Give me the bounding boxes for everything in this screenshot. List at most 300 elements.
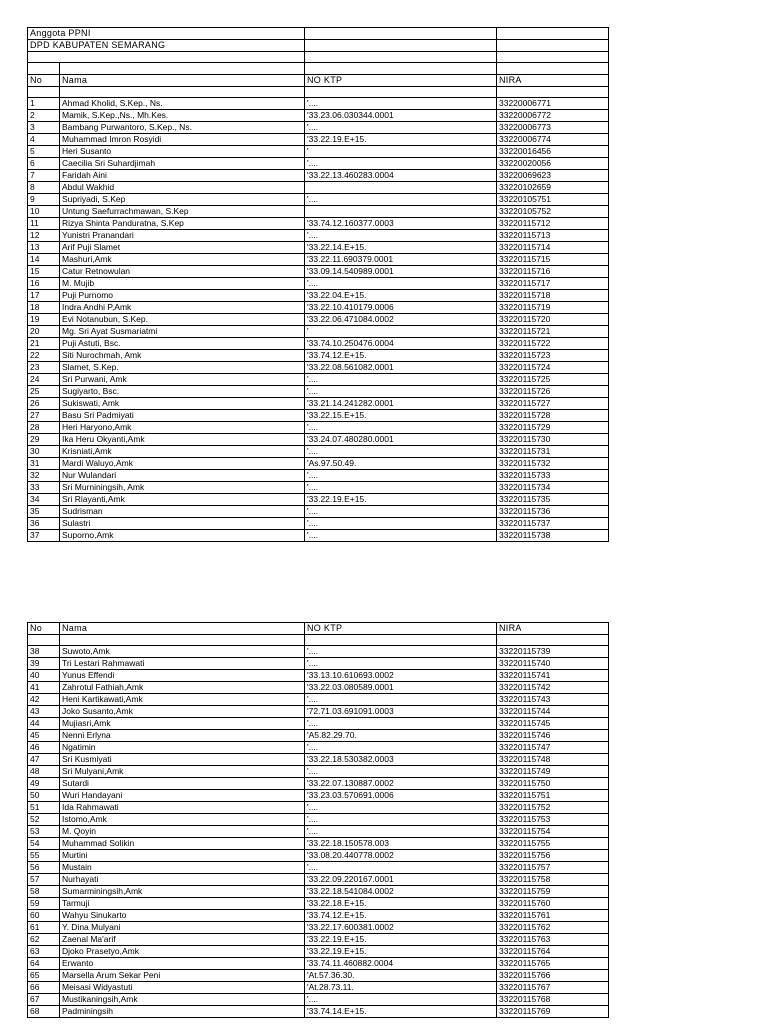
cell-no[interactable]: 29 <box>28 434 60 446</box>
cell-ktp[interactable]: ' <box>305 326 497 338</box>
cell-ktp[interactable]: '33.74.12.E+15. <box>305 910 497 922</box>
cell-nama[interactable]: Muhammad Solikin <box>60 838 305 850</box>
cell-nama[interactable]: Arif Puji Slamet <box>60 242 305 254</box>
cell-ktp[interactable]: '33.21.14.241282.0001 <box>305 398 497 410</box>
cell-nama[interactable]: Djoko Prasetyo,Amk <box>60 946 305 958</box>
cell-nira[interactable]: 33220115729 <box>497 422 609 434</box>
cell-ktp[interactable]: '.... <box>305 694 497 706</box>
cell-ktp[interactable]: '33.22.19.E+15. <box>305 494 497 506</box>
cell-ktp[interactable]: '33.22.15.E+15. <box>305 410 497 422</box>
cell-no[interactable]: 56 <box>28 862 60 874</box>
cell-nira[interactable]: 33220006772 <box>497 110 609 122</box>
cell-nira[interactable]: 33220115754 <box>497 826 609 838</box>
cell-nira[interactable]: 33220115755 <box>497 838 609 850</box>
cell-nama[interactable]: Abdul Wakhid <box>60 182 305 194</box>
cell-no[interactable]: 7 <box>28 170 60 182</box>
cell-no[interactable]: 42 <box>28 694 60 706</box>
cell-nama[interactable]: Mustain <box>60 862 305 874</box>
cell-ktp[interactable]: '.... <box>305 230 497 242</box>
cell-nira[interactable]: 33220115767 <box>497 982 609 994</box>
cell-no[interactable]: 13 <box>28 242 60 254</box>
cell-nama[interactable]: Wahyu Sinukarto <box>60 910 305 922</box>
cell-ktp[interactable]: '33.22.17.600381.0002 <box>305 922 497 934</box>
cell-no[interactable]: 12 <box>28 230 60 242</box>
header-ktp[interactable]: NO KTP <box>305 74 497 86</box>
cell-nama[interactable]: Sulastri <box>60 518 305 530</box>
cell-nira[interactable]: 33220115756 <box>497 850 609 862</box>
cell-nira[interactable]: 33220115752 <box>497 802 609 814</box>
cell-ktp[interactable]: '.... <box>305 194 497 206</box>
cell-ktp[interactable]: '.... <box>305 470 497 482</box>
cell-nama[interactable]: Untung Saefurrachmawan, S.Kep <box>60 206 305 218</box>
cell-ktp[interactable]: '.... <box>305 158 497 170</box>
table-row <box>28 350 609 362</box>
cell-nama[interactable]: M. Qoyin <box>60 826 305 838</box>
cell-no[interactable]: 24 <box>28 374 60 386</box>
cell-nama[interactable]: M. Mujib <box>60 278 305 290</box>
cell-nama[interactable]: Yunistri Pranandari <box>60 230 305 242</box>
cell-no[interactable]: 53 <box>28 826 60 838</box>
cell-nama[interactable]: Zaenal Ma'arif <box>60 934 305 946</box>
cell-ktp[interactable]: '33.22.18.541084.0002 <box>305 886 497 898</box>
cell-ktp[interactable]: '33.22.18.E+15. <box>305 898 497 910</box>
cell-nira[interactable]: 33220115719 <box>497 302 609 314</box>
cell-no[interactable]: 26 <box>28 398 60 410</box>
cell-nira[interactable]: 33220115761 <box>497 910 609 922</box>
cell-nama[interactable]: Joko Susanto,Amk <box>60 706 305 718</box>
cell-ktp[interactable]: 'A5.82.29.70. <box>305 730 497 742</box>
cell-nira[interactable]: 33220115739 <box>497 646 609 658</box>
cell-nama[interactable]: Ika Heru Okyanti,Amk <box>60 434 305 446</box>
cell-nama[interactable]: Heri Susanto <box>60 146 305 158</box>
table-row <box>28 682 609 694</box>
cell-ktp[interactable]: '33.74.12.E+15. <box>305 350 497 362</box>
cell-nira[interactable]: 33220115726 <box>497 386 609 398</box>
cell-nira[interactable]: 33220115730 <box>497 434 609 446</box>
cell-nama[interactable]: Padminingsih <box>60 1006 305 1018</box>
cell-nama[interactable]: Heni Kartikawati,Amk <box>60 694 305 706</box>
cell-no[interactable]: 20 <box>28 326 60 338</box>
table-row <box>28 670 609 682</box>
table-row <box>28 254 609 266</box>
cell-nira[interactable]: 33220115712 <box>497 218 609 230</box>
cell-no[interactable]: 39 <box>28 658 60 670</box>
cell-nira[interactable]: 33220115764 <box>497 946 609 958</box>
cell-no[interactable]: 27 <box>28 410 60 422</box>
cell-ktp[interactable]: '33.23.06.030344.0001 <box>305 110 497 122</box>
table-row <box>28 778 609 790</box>
cell-nama[interactable]: Nur Wulandari <box>60 470 305 482</box>
cell-nama[interactable]: Sukiswati, Amk <box>60 398 305 410</box>
cell-nira[interactable]: 33220115751 <box>497 790 609 802</box>
cell-no[interactable]: 21 <box>28 338 60 350</box>
cell-ktp[interactable]: '.... <box>305 802 497 814</box>
cell-nama[interactable]: Istomo,Amk <box>60 814 305 826</box>
cell-ktp[interactable]: '33.22.19.E+15. <box>305 134 497 146</box>
cell-nira[interactable]: 33220115731 <box>497 446 609 458</box>
member-table-2 <box>27 622 609 1018</box>
cell-nira[interactable]: 33220115768 <box>497 994 609 1006</box>
cell-nama[interactable]: Tri Lestari Rahmawati <box>60 658 305 670</box>
cell-nama[interactable]: Mustikaningsih,Amk <box>60 994 305 1006</box>
cell-no[interactable]: 46 <box>28 742 60 754</box>
cell-nira[interactable]: 33220115748 <box>497 754 609 766</box>
cell-ktp[interactable]: '33.13.10.610693.0002 <box>305 670 497 682</box>
cell-no[interactable]: 57 <box>28 874 60 886</box>
cell-ktp[interactable]: '33.22.11.690379.0001 <box>305 254 497 266</box>
cell-ktp[interactable]: '.... <box>305 446 497 458</box>
cell-no[interactable]: 5 <box>28 146 60 158</box>
cell-nira[interactable]: 33220115745 <box>497 718 609 730</box>
cell-nira[interactable]: 33220115732 <box>497 458 609 470</box>
cell-ktp[interactable]: '33.74.14.E+15. <box>305 1006 497 1018</box>
cell-nira[interactable]: 33220020056 <box>497 158 609 170</box>
cell-ktp[interactable]: '.... <box>305 278 497 290</box>
cell-nira[interactable]: 33220115725 <box>497 374 609 386</box>
cell-no[interactable]: 3 <box>28 122 60 134</box>
header-nama[interactable]: Nama <box>60 623 305 635</box>
cell-no[interactable]: 52 <box>28 814 60 826</box>
cell-nira[interactable]: 33220115753 <box>497 814 609 826</box>
cell-nama[interactable]: Sutardi <box>60 778 305 790</box>
cell-nira[interactable]: 33220115716 <box>497 266 609 278</box>
cell-ktp[interactable]: '33.22.18.530382.0003 <box>305 754 497 766</box>
cell-no[interactable]: 9 <box>28 194 60 206</box>
header-nama[interactable]: Nama <box>60 74 305 86</box>
cell-no[interactable]: 61 <box>28 922 60 934</box>
cell-ktp[interactable]: '33.22.10.410179.0006 <box>305 302 497 314</box>
cell-no[interactable]: 10 <box>28 206 60 218</box>
cell-nama[interactable]: Caecilia Sri Suhardjimah <box>60 158 305 170</box>
cell-nira[interactable]: 33220115722 <box>497 338 609 350</box>
cell-no[interactable]: 8 <box>28 182 60 194</box>
cell-nama[interactable]: Marsella Arum Sekar Peni <box>60 970 305 982</box>
cell-nama[interactable]: Puji Astuti, Bsc. <box>60 338 305 350</box>
cell-nama[interactable]: Mardi Waluyo,Amk <box>60 458 305 470</box>
cell-nama[interactable]: Krisniati,Amk <box>60 446 305 458</box>
cell-no[interactable]: 19 <box>28 314 60 326</box>
cell-no[interactable]: 44 <box>28 718 60 730</box>
cell-ktp[interactable]: '.... <box>305 814 497 826</box>
cell-ktp[interactable]: 'At.28.73.11. <box>305 982 497 994</box>
cell-ktp[interactable]: '.... <box>305 994 497 1006</box>
cell-nira[interactable]: 33220115769 <box>497 1006 609 1018</box>
cell-no[interactable]: 16 <box>28 278 60 290</box>
cell-no[interactable]: 34 <box>28 494 60 506</box>
cell-nira[interactable]: 33220115746 <box>497 730 609 742</box>
cell-nira[interactable]: 33220115743 <box>497 694 609 706</box>
cell-no[interactable]: 40 <box>28 670 60 682</box>
cell-nama[interactable]: Mamik, S.Kep.,Ns., Mh.Kes. <box>60 110 305 122</box>
cell-ktp[interactable]: '33.74.12.160377.0003 <box>305 218 497 230</box>
cell-no[interactable]: 33 <box>28 482 60 494</box>
cell-nama[interactable]: Heri Haryono,Amk <box>60 422 305 434</box>
cell-no[interactable]: 22 <box>28 350 60 362</box>
cell-nira[interactable]: 33220115738 <box>497 530 609 542</box>
cell-ktp[interactable]: '.... <box>305 718 497 730</box>
cell-ktp[interactable]: '.... <box>305 658 497 670</box>
cell-ktp[interactable]: '33.22.09.220167.0001 <box>305 874 497 886</box>
cell-nira[interactable]: 33220115718 <box>497 290 609 302</box>
cell-nira[interactable]: 33220115741 <box>497 670 609 682</box>
cell-ktp[interactable]: '.... <box>305 530 497 542</box>
cell-nira[interactable]: 33220006773 <box>497 122 609 134</box>
cell-no[interactable]: 45 <box>28 730 60 742</box>
cell-ktp[interactable]: '.... <box>305 766 497 778</box>
table-row <box>28 194 609 206</box>
cell-nama[interactable]: Ngatimin <box>60 742 305 754</box>
header-nira[interactable]: NIRA <box>497 74 609 86</box>
cell-nira[interactable]: 33220115744 <box>497 706 609 718</box>
cell-nama[interactable]: Sri Riayanti,Amk <box>60 494 305 506</box>
cell-nama[interactable]: Murtini <box>60 850 305 862</box>
cell-nama[interactable]: Supriyadi, S.Kep <box>60 194 305 206</box>
cell-nira[interactable]: 33220115766 <box>497 970 609 982</box>
cell-nama[interactable]: Mashuri,Amk <box>60 254 305 266</box>
cell-nama[interactable]: Erwanto <box>60 958 305 970</box>
cell-ktp[interactable] <box>305 182 497 194</box>
cell-nama[interactable]: Zahrotul Fathiah,Amk <box>60 682 305 694</box>
cell-nira[interactable]: 33220115736 <box>497 506 609 518</box>
cell-ktp[interactable]: '33.74.11.460882.0004 <box>305 958 497 970</box>
cell-nama[interactable]: Sri Murniningsih, Amk <box>60 482 305 494</box>
cell-nira[interactable]: 33220115740 <box>497 658 609 670</box>
cell-nira[interactable]: 33220115760 <box>497 898 609 910</box>
cell-nira[interactable]: 33220115715 <box>497 254 609 266</box>
cell-nama[interactable]: Sugiyarto, Bsc. <box>60 386 305 398</box>
cell-nira[interactable]: 33220115757 <box>497 862 609 874</box>
table-row <box>28 874 609 886</box>
cell-nama[interactable]: Sumarminingsih,Amk <box>60 886 305 898</box>
cell-nama[interactable]: Mujiasri,Amk <box>60 718 305 730</box>
cell-ktp[interactable] <box>305 206 497 218</box>
cell-no[interactable]: 48 <box>28 766 60 778</box>
cell-nira[interactable]: 33220115758 <box>497 874 609 886</box>
cell-ktp[interactable]: '33.22.19.E+15. <box>305 934 497 946</box>
cell-ktp[interactable]: '33.22.19.E+15. <box>305 946 497 958</box>
cell-nama[interactable]: Meisasi Widyastuti <box>60 982 305 994</box>
cell-no[interactable]: 15 <box>28 266 60 278</box>
cell-nira[interactable]: 33220006771 <box>497 98 609 110</box>
cell-no[interactable]: 54 <box>28 838 60 850</box>
cell-nama[interactable]: Sri Mulyani,Amk <box>60 766 305 778</box>
cell-nira[interactable]: 33220105751 <box>497 194 609 206</box>
cell-no[interactable]: 65 <box>28 970 60 982</box>
table-row <box>28 482 609 494</box>
cell-no[interactable]: 28 <box>28 422 60 434</box>
cell-nama[interactable]: Puji Purnomo <box>60 290 305 302</box>
cell-nira[interactable]: 33220069623 <box>497 170 609 182</box>
cell-ktp[interactable]: '.... <box>305 506 497 518</box>
cell-ktp[interactable]: '.... <box>305 122 497 134</box>
cell-nira[interactable]: 33220115759 <box>497 886 609 898</box>
cell-ktp[interactable]: 'At.57.36.30. <box>305 970 497 982</box>
cell-nama[interactable]: Catur Retnowulan <box>60 266 305 278</box>
cell-nama[interactable]: Mg. Sri Ayat Susmariatmi <box>60 326 305 338</box>
cell-ktp[interactable]: '33.22.06.471084.0002 <box>305 314 497 326</box>
cell-ktp[interactable]: '33.22.14.E+15. <box>305 242 497 254</box>
cell-ktp[interactable]: '33.22.04.E+15. <box>305 290 497 302</box>
cell-no[interactable]: 23 <box>28 362 60 374</box>
cell-no[interactable]: 11 <box>28 218 60 230</box>
cell-ktp[interactable]: '33.22.07.130887.0002 <box>305 778 497 790</box>
cell-ktp[interactable]: ' <box>305 146 497 158</box>
cell-ktp[interactable]: 'As.97.50.49. <box>305 458 497 470</box>
blank-row <box>28 52 609 63</box>
cell-nira[interactable]: 33220115742 <box>497 682 609 694</box>
cell-no[interactable]: 35 <box>28 506 60 518</box>
cell-nama[interactable]: Bambang Purwantoro, S.Kep., Ns. <box>60 122 305 134</box>
cell-ktp[interactable]: '.... <box>305 422 497 434</box>
cell-ktp[interactable]: '.... <box>305 742 497 754</box>
cell-no[interactable]: 58 <box>28 886 60 898</box>
cell-nira[interactable]: 33220115763 <box>497 934 609 946</box>
cell-no[interactable]: 51 <box>28 802 60 814</box>
cell-nira[interactable]: 33220006774 <box>497 134 609 146</box>
blank-row <box>28 86 609 97</box>
cell-nama[interactable]: Evi Notanubun, S.Kep. <box>60 314 305 326</box>
cell-ktp[interactable]: '.... <box>305 646 497 658</box>
table-row <box>28 374 609 386</box>
cell-nama[interactable]: Nenni Erlyna <box>60 730 305 742</box>
table-row <box>28 898 609 910</box>
cell-nama[interactable]: Suporno,Amk <box>60 530 305 542</box>
sheet-title[interactable]: Anggota PPNI <box>28 28 305 40</box>
cell-nama[interactable]: Rizya Shinta Panduratna, S.Kep <box>60 218 305 230</box>
cell-nira[interactable]: 33220016456 <box>497 146 609 158</box>
cell-no[interactable]: 36 <box>28 518 60 530</box>
header-nira[interactable]: NIRA <box>497 623 609 635</box>
cell-no[interactable]: 66 <box>28 982 60 994</box>
cell-nama[interactable]: Indra Andhi P,Amk <box>60 302 305 314</box>
cell-nama[interactable]: Muhammad Imron Rosyidi <box>60 134 305 146</box>
cell-nira[interactable]: 33220115737 <box>497 518 609 530</box>
cell-no[interactable]: 18 <box>28 302 60 314</box>
cell-ktp[interactable]: '33.22.18.150578.003 <box>305 838 497 850</box>
cell-nama[interactable]: Slamet, S.Kep. <box>60 362 305 374</box>
table-row <box>28 934 609 946</box>
cell-ktp[interactable]: '33.22.13.460283.0004 <box>305 170 497 182</box>
cell-nama[interactable]: Yunus Effendi <box>60 670 305 682</box>
cell-no[interactable]: 47 <box>28 754 60 766</box>
cell-no[interactable]: 37 <box>28 530 60 542</box>
cell-ktp[interactable]: '.... <box>305 98 497 110</box>
cell-nama[interactable]: Y. Dina Mulyani <box>60 922 305 934</box>
table-row <box>28 470 609 482</box>
cell-no[interactable]: 1 <box>28 98 60 110</box>
cell-no[interactable]: 43 <box>28 706 60 718</box>
cell-no[interactable]: 4 <box>28 134 60 146</box>
cell-nira[interactable]: 33220115734 <box>497 482 609 494</box>
cell-no[interactable]: 68 <box>28 1006 60 1018</box>
cell-ktp[interactable]: '.... <box>305 826 497 838</box>
cell-nama[interactable]: Ida Rahmawati <box>60 802 305 814</box>
cell-no[interactable]: 17 <box>28 290 60 302</box>
header-ktp[interactable]: NO KTP <box>305 623 497 635</box>
cell-nama[interactable]: Wuri Handayani <box>60 790 305 802</box>
cell-nama[interactable]: Sudrisman <box>60 506 305 518</box>
cell-no[interactable]: 38 <box>28 646 60 658</box>
cell-ktp[interactable]: '.... <box>305 862 497 874</box>
cell-ktp[interactable]: '33.74.10.250476.0004 <box>305 338 497 350</box>
cell-no[interactable]: 41 <box>28 682 60 694</box>
table-row <box>28 694 609 706</box>
cell-no[interactable]: 25 <box>28 386 60 398</box>
cell-nira[interactable]: 33220115762 <box>497 922 609 934</box>
cell-no[interactable]: 30 <box>28 446 60 458</box>
cell-ktp[interactable]: '33.08.20.440778.0002 <box>305 850 497 862</box>
cell-ktp[interactable]: '33.22.08.561082.0001 <box>305 362 497 374</box>
cell-nama[interactable]: Sri Kusmiyati <box>60 754 305 766</box>
cell-ktp[interactable]: '33.23.03.570691.0006 <box>305 790 497 802</box>
cell-ktp[interactable]: '33.22.03.080589.0001 <box>305 682 497 694</box>
cell-nira[interactable]: 33220115727 <box>497 398 609 410</box>
cell-no[interactable]: 55 <box>28 850 60 862</box>
cell-ktp[interactable]: '33.09.14.540989.0001 <box>305 266 497 278</box>
cell-ktp[interactable]: '33.24.07.480280.0001 <box>305 434 497 446</box>
cell-no[interactable]: 32 <box>28 470 60 482</box>
cell-nira[interactable]: 33220115735 <box>497 494 609 506</box>
cell-nira[interactable]: 33220115750 <box>497 778 609 790</box>
cell-nira[interactable]: 33220115733 <box>497 470 609 482</box>
cell-nira[interactable]: 33220115721 <box>497 326 609 338</box>
cell-nama[interactable]: Siti Nurochmah, Amk <box>60 350 305 362</box>
cell-no[interactable]: 6 <box>28 158 60 170</box>
cell-nira[interactable]: 33220102659 <box>497 182 609 194</box>
cell-nira[interactable]: 33220115728 <box>497 410 609 422</box>
cell-nama[interactable]: Sri Purwani, Amk <box>60 374 305 386</box>
cell-nira[interactable]: 33220115749 <box>497 766 609 778</box>
cell-no[interactable]: 14 <box>28 254 60 266</box>
cell-no[interactable]: 31 <box>28 458 60 470</box>
cell-nira[interactable]: 33220105752 <box>497 206 609 218</box>
sheet-subtitle[interactable]: DPD KABUPATEN SEMARANG <box>28 40 305 52</box>
cell-no[interactable]: 59 <box>28 898 60 910</box>
cell-no[interactable]: 2 <box>28 110 60 122</box>
table-row <box>28 730 609 742</box>
cell-no[interactable]: 62 <box>28 934 60 946</box>
cell-nira[interactable]: 33220115720 <box>497 314 609 326</box>
cell-nira[interactable]: 33220115714 <box>497 242 609 254</box>
cell-ktp[interactable]: '72.71.03.691091.0003 <box>305 706 497 718</box>
header-no[interactable]: No <box>28 74 60 86</box>
cell-ktp[interactable]: '.... <box>305 482 497 494</box>
cell-nama[interactable]: Ahmad Kholid, S.Kep., Ns. <box>60 98 305 110</box>
cell-no[interactable]: 50 <box>28 790 60 802</box>
cell-nira[interactable]: 33220115724 <box>497 362 609 374</box>
cell-nama[interactable]: Faridah Aini <box>60 170 305 182</box>
cell-no[interactable]: 49 <box>28 778 60 790</box>
cell-no[interactable]: 64 <box>28 958 60 970</box>
cell-nira[interactable]: 33220115717 <box>497 278 609 290</box>
cell-nama[interactable]: Basu Sri Padmiyati <box>60 410 305 422</box>
cell-nira[interactable]: 33220115765 <box>497 958 609 970</box>
cell-no[interactable]: 60 <box>28 910 60 922</box>
cell-no[interactable]: 63 <box>28 946 60 958</box>
cell-nira[interactable]: 33220115713 <box>497 230 609 242</box>
cell-ktp[interactable]: '.... <box>305 386 497 398</box>
header-no[interactable]: No <box>28 623 60 635</box>
cell-nama[interactable]: Tarmuji <box>60 898 305 910</box>
cell-no[interactable]: 67 <box>28 994 60 1006</box>
cell-ktp[interactable]: '.... <box>305 374 497 386</box>
cell-nama[interactable]: Nurhayati <box>60 874 305 886</box>
cell-nira[interactable]: 33220115723 <box>497 350 609 362</box>
cell-nama[interactable]: Suwoto,Amk <box>60 646 305 658</box>
table-row <box>28 494 609 506</box>
cell-ktp[interactable]: '.... <box>305 518 497 530</box>
cell-nira[interactable]: 33220115747 <box>497 742 609 754</box>
